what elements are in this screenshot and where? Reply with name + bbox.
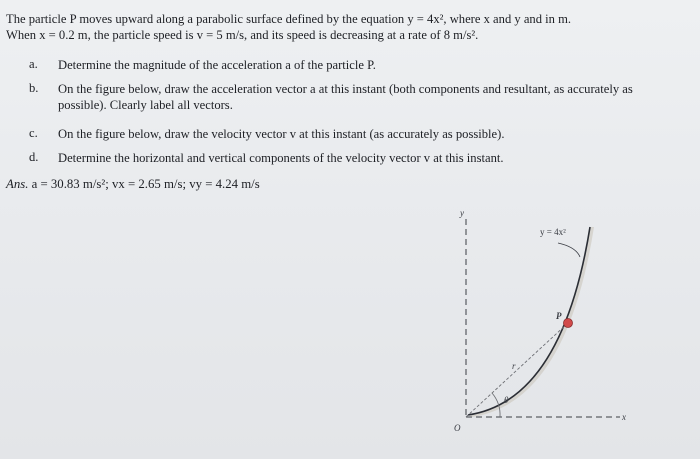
y-axis-label: y (460, 208, 464, 218)
problem-intro-line-2: When x = 0.2 m, the particle speed is v = 5 m/s, and its speed is decreasing at a rate of 8 m/s². (6, 28, 479, 42)
item-b-letter: b. (29, 81, 39, 95)
particle-p (564, 319, 573, 328)
item-d-letter: d. (29, 150, 39, 164)
problem-intro-line-1: The particle P moves upward along a parabolic surface defined by the equation y = 4x², where x and y and in m. (6, 12, 572, 26)
surface-shading (470, 227, 594, 417)
x-axis-label: x (622, 412, 626, 422)
radius-label: r (512, 361, 516, 371)
point-label: P (556, 311, 562, 321)
item-a-text: Determine the magnitude of the acceleration a of the particle P. (58, 58, 376, 72)
answer-text: a = 30.83 m/s²; vx = 2.65 m/s; vy = 4.24 m/s (31, 177, 260, 191)
theta-label: θ (504, 395, 509, 405)
theta-arc (492, 393, 500, 417)
parabola-figure (440, 205, 640, 435)
item-c-text: On the figure below, draw the velocity vector v at this instant (as accurately as possible). (58, 127, 505, 141)
answer-label: Ans. (6, 177, 29, 191)
origin-label: O (454, 423, 461, 433)
equation-label: y = 4x² (540, 227, 566, 237)
item-d-text: Determine the horizontal and vertical components of the velocity vector v at this instant. (58, 151, 504, 165)
item-c-letter: c. (29, 126, 38, 140)
answer-line (6, 176, 260, 192)
equation-leader (558, 243, 580, 257)
radius-line (466, 323, 568, 417)
item-b-text: On the figure below, draw the acceleration vector a at this instant (both components and resultant, as accurately as possible). Clearly label all vectors. (58, 82, 633, 112)
figure-svg (440, 205, 640, 435)
item-a-letter: a. (29, 57, 38, 71)
